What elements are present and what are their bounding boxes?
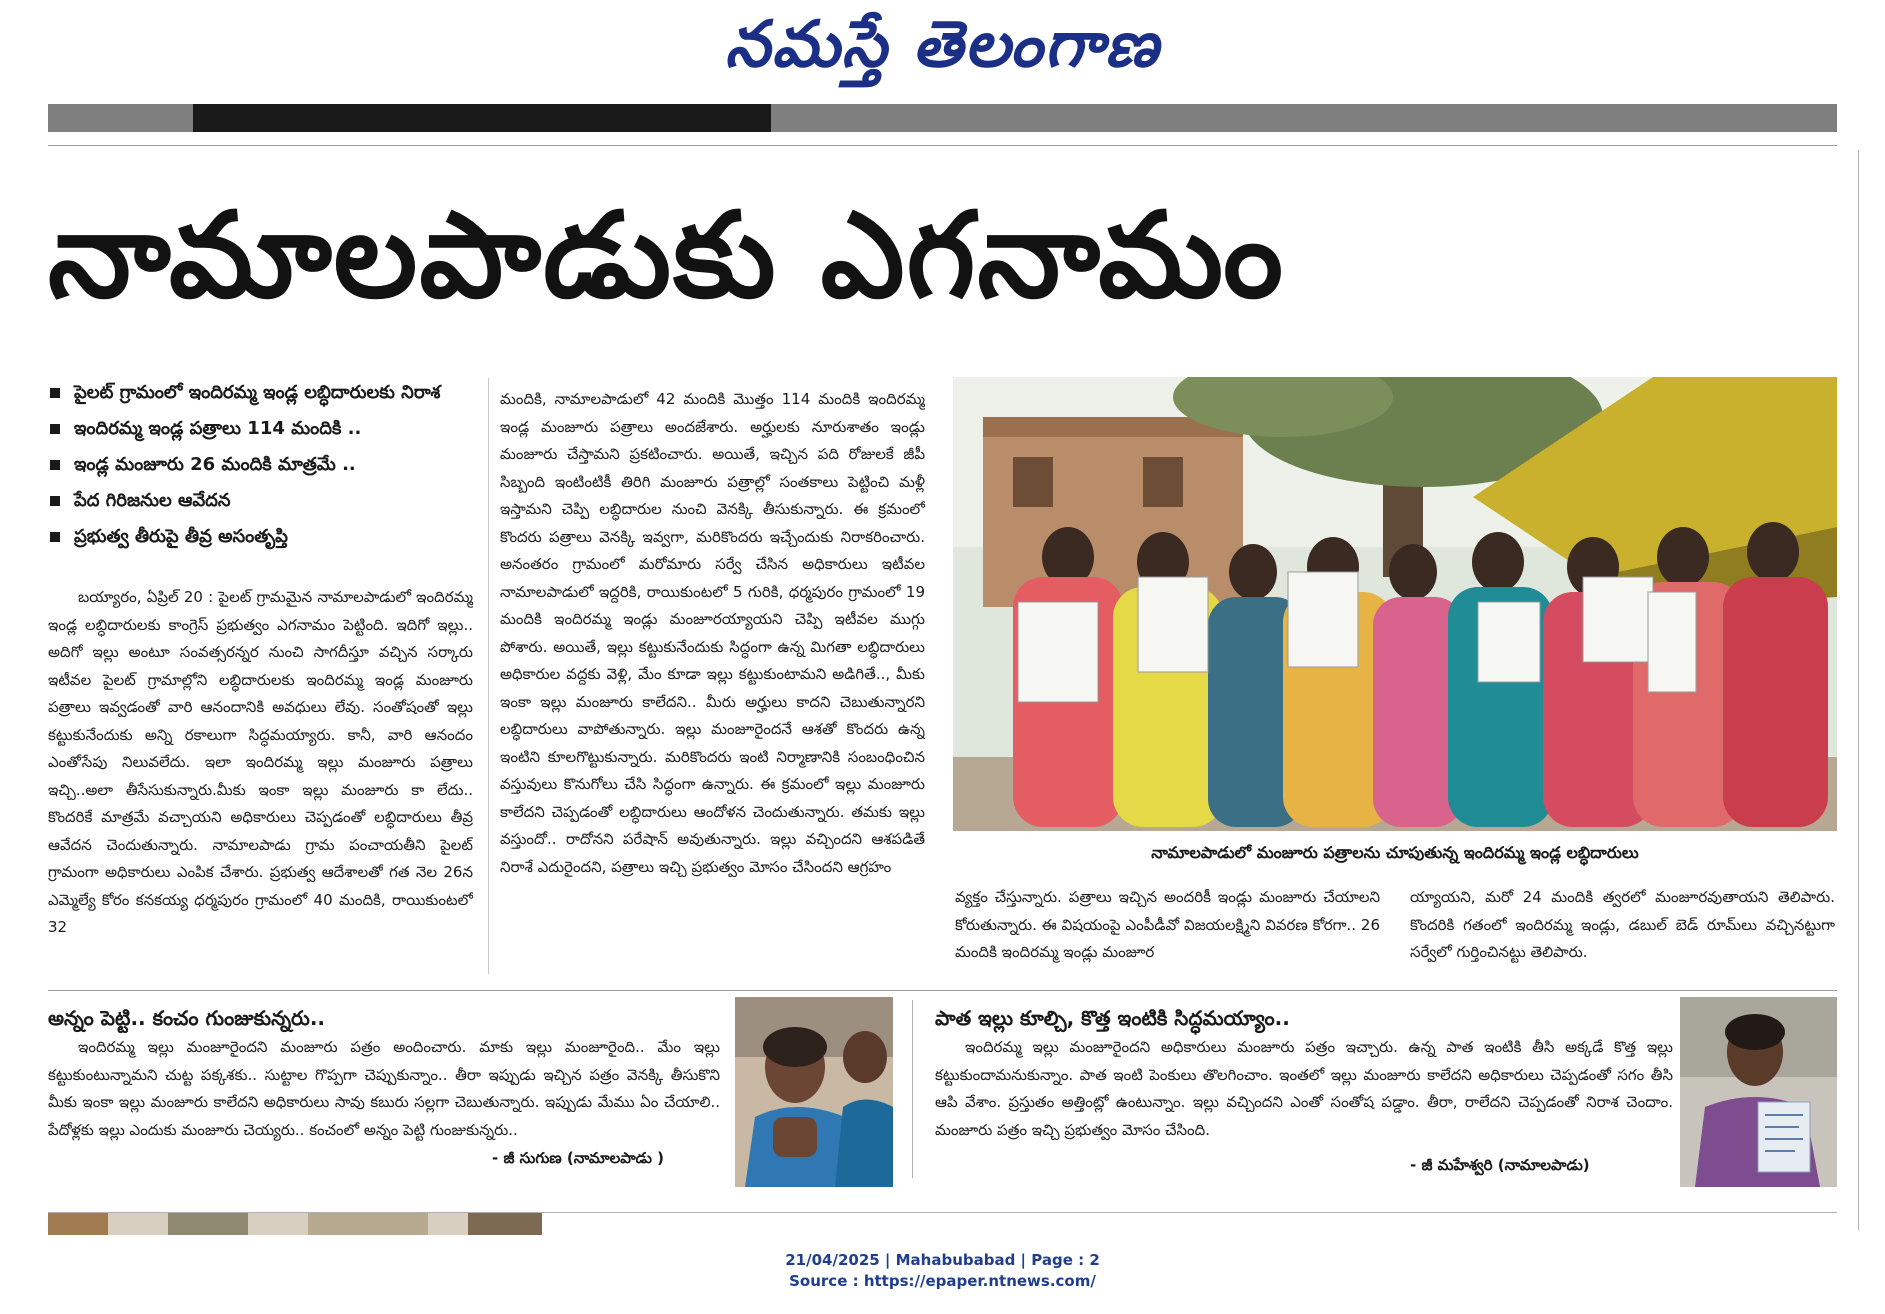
divider [48,990,1837,991]
divider [48,145,1837,146]
highlight-item [48,522,488,552]
article-column-1: బయ్యారం, ఏప్రిల్‌ 20 : పైలట్‌ గ్రామమైన నామాలపాడులో ఇందిరమ్మ ఇండ్ల లబ్ధిదారులకు కాంగ్రెస్‌ ప్రభుత్వం ఎగనామం పెట్టింది. ఇదిగో ఇల్లు.. అదిగో ఇల్లు అంటూ సంవత్సరన్నర నుంచి సాగదీస్తూ వచ్చిన సర్కారు ఇటీవల పైలట్‌ గ్రామాల్లోని లబ్ధిదారులకు ఇందిరమ్మ ఇండ్ల మంజూరు పత్రాలు ఇవ్వడంతో వారి ఆనందానికి అవధులు లేవు. సంతోషంతో ఇల్లు కట్టుకునేందుకు అన్ని రకాలుగా సిద్ధమయ్యారు. కానీ, వారి ఆనందం ఎంతోసేపు నిలువలేదు. ఇలా ఇందిరమ్మ ఇల్లు మంజూరు పత్రాలు ఇచ్చి..అలా తీసేసుకున్నారు.మీకు ఇంకా ఇల్లు మంజూరు కా లేదు.. కొందరికే మాత్రమే వచ్చాయని అధికారులు చెప్పడంతో లబ్ధిదారులు తీవ్ర ఆవేదన చెందుతున్నారు. నామాలపాడు గ్రామ పంచాయతీని పైలట్‌ గ్రామంగా అధికారులు ఎంపిక చేశారు. ప్రభుత్వ ఆదేశాలతో గత నెల 26న ఎమ్మెల్యే కోరం కనకయ్య ధర్మపురం గ్రామంలో 40 మందికి, రాయికుంటలో 32 [48,588,473,936]
highlight-item [48,486,488,516]
column-divider [488,378,489,974]
highlight-item [48,414,488,444]
page-footer [0,1250,1885,1292]
highlight-text: ఇందిరమ్మ ఇండ్ల పత్రాలు 114 మందికి .. [74,418,362,439]
highlight-text: పైలట్‌ గ్రామంలో ఇందిరమ్మ ఇండ్ల లబ్ధిదారులకు నిరాశ [74,382,441,403]
headline: నామాలపాడుకు ఎగనామం [48,186,1285,324]
edition-info: 21/04/2025 | Mahabubabad | Page : 2 [785,1251,1100,1269]
highlight-text: ప్రభుత్వ తీరుపై తీవ్ర అసంతృప్తి [74,526,288,547]
bullet-square-icon [50,388,60,398]
sidebar-left-body: ఇందిరమ్మ ఇల్లు మంజూరైందని మంజూరు పత్రం అందించారు. మాకు ఇల్లు మంజూరైంది.. మేం ఇల్లు కట్టుకుంటున్నామని చుట్ట పక్కశకు.. సుట్టాల గొప్పగా చెప్పుకున్నాం.. తీరా ఇప్పుడు ఇచ్చిన పత్రం వెనక్కి తీసుకొని మీకు ఇంకా ఇల్లు మంజూరు కాలేదని అధికారులు సావు కబురు సల్లగా చెబుతున్నారు. ఇప్పుడు మేము ఏం చేయాలి.. పేదోళ్లకు ఇల్లు ఎందుకు మంజూరు చెయ్యరు.. కంచంలో అన్నం పెట్టి గుంజుకున్నరు.. [48,1038,720,1139]
bullet-square-icon [50,424,60,434]
portrait-photo [735,997,893,1187]
photo-caption: నామాలపాడులో మంజూరు పత్రాలను చూపుతున్న ఇందిరమ్మ ఇండ్ల లబ్ధిదారులు [1151,843,1639,862]
highlights-list [48,378,488,558]
source-link[interactable]: Source : https://epaper.ntnews.com/ [789,1272,1096,1290]
article-column-2: మందికి, నామాలపాడులో 42 మందికి మొత్తం 114 మందికి ఇందిరమ్మ ఇండ్ల మంజూరు పత్రాలు అందజేశారు. అర్హులకు నూరుశాతం ఇండ్లు మంజూరు చేస్తామని ప్రకటించారు. అయితే, ఇచ్చిన పది రోజులకే జీపీ సిబ్బంది ఇంటింటికీ తిరిగి మంజూరు పత్రాల్లో సంతకాలు పెట్టించి మళ్లీ ఇస్తామని చెప్పి లబ్ధిదారుల నుంచి వెనక్కి తీసుకున్నారు. ఈ క్రమంలో కొందరు పత్రాలు వెనక్కి ఇవ్వగా, మరికొందరు ఇచ్చేందుకు నిరాకరించారు. అనంతరం గ్రామంలో మరోమారు సర్వే చేసిన అధికారులు ఇటీవల నామాలపాడులో ఇద్దరికి, రాయికుంటలో 5 గురికి, ధర్మపురం గ్రామంలో 19 మందికి ఇందిరమ్మ ఇండ్లు మంజూరయ్యాయని చెప్పి ఇటీవల ముగ్గు పోశారు. అయితే, ఇల్లు కట్టుకునేందుకు సిద్ధంగా ఉన్న మిగతా లబ్ధిదారులు అధికారుల వద్దకు వెళ్లి, మేం కూడా ఇల్లు కట్టుకుంటామని అడిగితే.., మీకు ఇంకా ఇల్లు మంజూరు కాలేదని.. మీరు అర్హులు కాదని చెబుతున్నారని లబ్ధిదారులు వాపోతున్నారు. ఇల్లు మంజూరైందనే ఆశతో కొందరు ఉన్న ఇంటిని కూలగొట్టుకున్నారు. మరికొందరు ఇంటి నిర్మాణానికి సంబంధించిన వస్తువులు కొనుగోలు చేసి సిద్ధంగా ఉన్నారు. ఈ క్రమంలో ఇల్లు మంజూరు కాలేదని చెప్పడంతో లబ్ధిదారులు ఆందోళన చెందుతున్నారు. తమకు ఇల్లు వస్తుందో.. రాదోనని పరేషాన్‌ అవుతున్నారు. ఇల్లు వచ్చిందని ఆశపడితే నిరాశే ఎదురైందని, పత్రాలు ఇచ్చి ప్రభుత్వం మోసం చేసిందని ఆగ్రహం [500,390,925,876]
masthead-title: నమస్తే తెలంగాణ [724,7,1161,82]
highlight-text: పేద గిరిజనుల ఆవేదన [74,490,231,511]
sidebar-left-title: అన్నం పెట్టి.. కంచం గుంజుకున్నరు.. [48,1006,326,1030]
highlight-item [48,450,488,480]
bullet-square-icon [50,460,60,470]
highlight-item [48,378,488,408]
main-photo [953,377,1837,831]
divider [1858,150,1859,1230]
sidebar-right-signature: - జీ మహేశ్వరి (నామాలపాడు) [1410,1156,1590,1174]
column-divider [912,1000,913,1178]
portrait-photo [1680,997,1837,1187]
sidebar-right-title: పాత ఇల్లు కూల్చి, కొత్త ఇంటికి సిద్ధమయ్యాం.. [935,1006,1290,1030]
sidebar-left-signature: - జీ సుగుణ (నామాలపాడు ) [492,1149,665,1167]
highlight-text: ఇండ్ల మంజూరు 26 మందికి మాత్రమే .. [74,454,356,475]
next-article-photo-strip [48,1213,542,1235]
bullet-square-icon [50,496,60,506]
article-column-4: య్యాయని, మరో 24 మందికి త్వరలో మంజూరవుతాయని తెలిపారు. కొందరికి గతంలో ఇందిరమ్మ ఇండ్లు, డబుల్‌ బెడ్‌ రూమ్‌లు వచ్చినట్టుగా సర్వేలో గుర్తించినట్టు తెలిపారు. [1410,888,1835,961]
header-bar-accent [193,104,771,132]
sidebar-right-body: ఇందిరమ్మ ఇల్లు మంజూరైందని అధికారులు మంజూరు పత్రం ఇచ్చారు. ఉన్న పాత ఇంటికి తీసి అక్కడే కొత్త ఇల్లు కట్టుకుందామనుకున్నాం. పాత ఇంటి పెంకులు తొలగించాం. ఇంతలో ఇల్లు మంజూరు కాలేదని అధికారులు చెప్పడంతో సగం తీసి ఆపి వేశాం. ప్రస్తుతం అత్తింట్లో ఉంటున్నాం. ఇల్లు వచ్చిందని ఎంతో సంతోష పడ్డాం. తీరా, రాలేదని చెప్పడంతో నిరాశ చెందాం. మంజూరు పత్రం ఇచ్చి ప్రభుత్వం మోసం చేసింది. [935,1038,1673,1139]
masthead [0,6,1885,84]
article-column-3: వ్యక్తం చేస్తున్నారు. పత్రాలు ఇచ్చిన అందరికీ ఇండ్లు మంజూరు చేయాలని కోరుతున్నారు. ఈ విషయంపై ఎంపీడీవో విజయలక్ష్మిని వివరణ కోరగా.. 26 మందికి ఇందిరమ్మ ఇండ్లు మంజూర [955,888,1380,961]
bullet-square-icon [50,532,60,542]
